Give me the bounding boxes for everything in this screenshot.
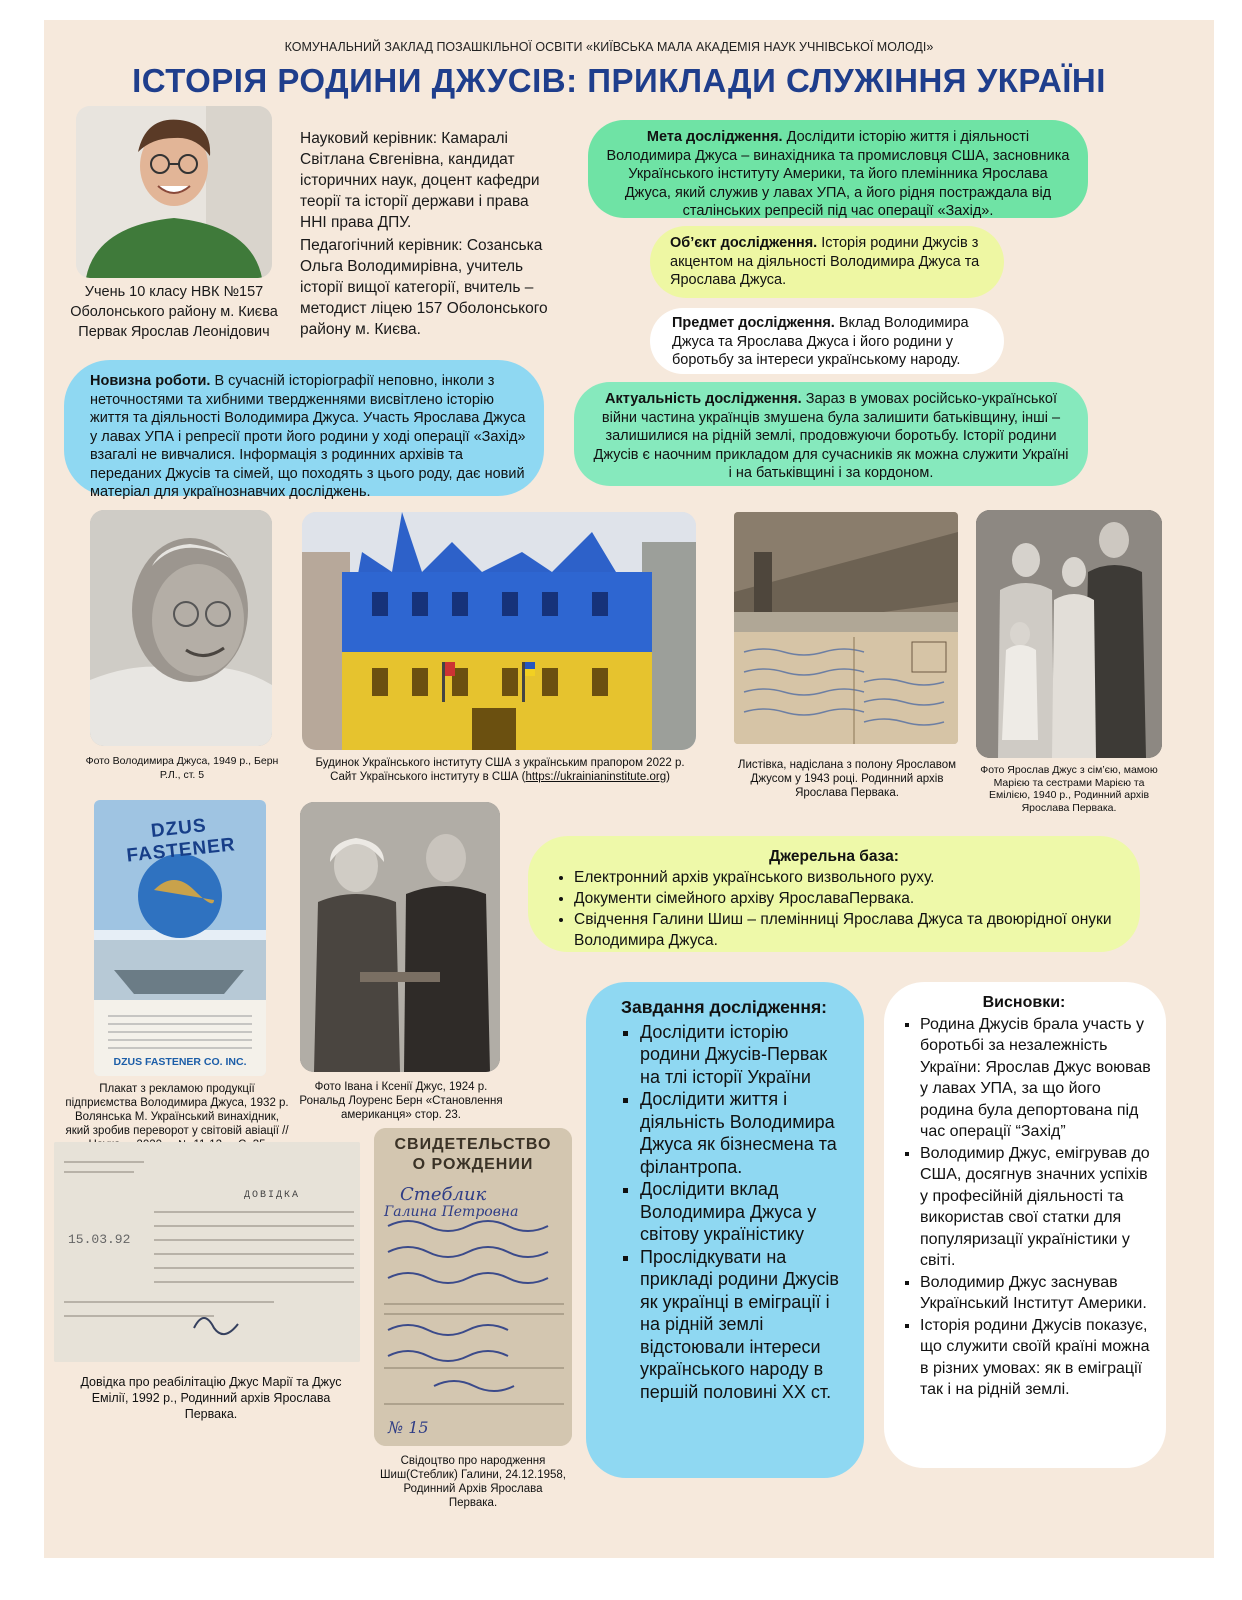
family-photo [976,510,1162,758]
task-item: ▪ Дослідити історію родини Джусів-Первак на тлі історії України [640,1021,844,1089]
org-name: КОМУНАЛЬНИЙ ЗАКЛАД ПОЗАШКІЛЬНОЇ ОСВІТИ «КИЇВСЬКА МАЛА АКАДЕМІЯ НАУК УЧНІВСЬКОЇ МОЛОДІ» [284,40,934,54]
poster [44,20,1214,1558]
student-name: Первак Ярослав Леонідович [78,324,270,340]
relevance-text: Зараз в умовах російсько-української війни частина українців змушена була залишити батьківщину, інші – залишилися на рідній землі, продовжуючи боротьбу. Історії родини Джусів є наочним прикладом для сучасників як можна служити Україні і на батьківщині і за кордоном. [593,391,1069,481]
conclusion-item: ▪ Володимир Джус заснував Український Інститут Америки. [920,1272,1154,1315]
birth-firstname: Галина Петровна [384,1204,519,1220]
goal-label: Мета дослідження. [646,129,783,145]
sources-title: Джерельна база: [769,848,899,865]
institute-caption-line [294,770,706,784]
tasks-bubble [586,982,864,1478]
poster-bottom-text: DZUS FASTENER CO. INC. [113,1056,247,1068]
task-item: ▪ Дослідити життя і діяльність Володимира Джуса як бізнесмена та філантропа. [640,1088,844,1178]
ivan-kseniia-photo [300,802,500,1072]
object-label: Об’єкт дослідження. [670,235,818,251]
birth-title-1: СВИДЕТЕЛЬСТВО [394,1136,552,1153]
student-photo [76,106,272,278]
rehabilitation-document [54,1142,360,1362]
source-item: • Електронний архів українського визвольного руху. [574,867,1120,888]
institute-link[interactable]: https://ukrainianinstitute.org [525,771,667,783]
conclusion-item: ▪ Історія родини Джусів показує, що служити своїй країні можна в різних умовах: як в еміграції так і на рідній землі. [920,1315,1154,1401]
institute-caption [294,756,706,784]
subject-label: Предмет дослідження. [672,315,835,331]
volodymyr-dzus-photo [90,510,272,746]
dzus-fastener-poster [94,800,266,1076]
birth-caption: Свідоцтво про народження Шиш(Стеблик) Галини, 24.12.1958, Родинний Архів Ярослава Первака. [379,1455,567,1509]
subject-bubble [650,308,1004,374]
conclusion-item: ▪ Володимир Джус, емігрував до США, досягнув значних успіхів у професійній діяльності та використав свої статки для популяризації україністики у світі. [920,1143,1154,1272]
ivan-caption: Фото Івана і Ксенії Джус, 1924 р. Рональд Лоуренс Берн «Становлення американця» стор. 23. [299,1081,503,1121]
ukrainian-institute-photo [302,512,696,750]
object-bubble [650,226,1004,298]
institute-caption-end: ) [666,771,670,783]
postcard-caption: Листівка, надіслана з полону Ярославом Джусом у 1943 році. Родинний архів Ярослава Первака. [737,759,957,799]
goal-bubble [588,120,1088,218]
tasks-list [604,1021,844,1404]
goal-text: Дослідити історію життя і діяльності Володимира Джуса – винахідника та промисловця США, засновника Українського інституту Америки, та його племінника Ярослава Джуса, який служив у лавах УПА, а його рідня постраждала від сталінських репресій під час операції «Захід». [606,129,1070,219]
birth-surname: Стеблик [400,1184,487,1205]
family-caption: Фото Ярослав Джус з сім’єю, мамою Марією та сестрами Марією та Емілією, 1940 р., Родинний архів Ярослава Первака. [980,764,1158,814]
supervisors [300,128,558,340]
conclusions-title: Висновки: [982,994,1066,1011]
subject-text: Вклад Володимира Джуса та Ярослава Джуса і його родини у боротьбу за інтереси українському народу. [672,315,969,368]
poster-caption: Плакат з рекламою продукції підприємства Володимира Джуса, 1932 р. Волянська М. Український винахідник, який зробив переворот у світовій авіації // [65,1083,289,1137]
page-title: ІСТОРІЯ РОДИНИ ДЖУСІВ: ПРИКЛАДИ СЛУЖІННЯ УКРАЇНІ [132,62,1106,99]
object-text: Історія родини Джусів з акцентом на діяльності Володимира Джуса та Ярослава Джуса. [670,235,980,288]
novelty-bubble [64,360,544,500]
sources-bubble [528,836,1140,952]
conclusions-bubble [884,982,1166,1468]
institute-caption-text: Сайт Українського інституту в США ( [330,771,526,783]
poster-top-text: DZUS FASTENER [125,815,237,867]
novelty-label: Новизна роботи. [90,373,211,389]
birth-title-2: О РОЖДЕНИИ [412,1156,534,1173]
relevance-bubble [574,382,1088,486]
rehab-caption: Довідка про реабілітацію Джус Марії та Джус Емілії, 1992 р., Родинний архів Ярослава Первака. [80,1375,342,1421]
scientific-supervisor: Науковий керівник: Камаралі Світлана Євгенівна, кандидат історичних наук, доцент кафедри теорії та історії держави і права ННІ права ДПУ. [300,130,540,231]
relevance-label: Актуальність дослідження. [605,391,802,407]
conclusions-list [894,1014,1154,1401]
source-item: • Свідчення Галини Шиш – племінниці Ярослава Джуса та двоюрідної онуки Володимира Джуса. [574,909,1120,951]
task-item: ▪ Дослідити вклад Володимира Джуса у світову україністику [640,1178,844,1246]
pedagogical-supervisor: Педагогічний керівник: Созанська Ольга Володимирівна, учитель історії вищої категорії, вчитель – методист ліцею 157 Оболонського району м. Києва. [300,237,548,338]
postcard-photo [734,512,958,744]
birth-number: № 15 [388,1418,429,1437]
tasks-title: Завдання дослідження: [621,997,827,1017]
birth-certificate [374,1128,572,1446]
student-info [64,282,284,342]
novelty-text: В сучасній історіографії неповно, інколи з неточностями та хибними твердженнями висвітлено історію життя та діяльності Володимира Джуса. Участь Ярослава Джуса у лавах УПА і репресії проти його родини у ході операції «Захід» взагалі не вивчалися. Інформація з родинних архівів та переданих Джусів та сімей, що походять з цього роду, дає новий матеріал для українознавчих досліджень. [90,373,526,500]
rehab-doc-title: ДОВІДКА [244,1190,301,1201]
sources-list [548,867,1120,951]
source-item: • Документи сімейного архіву ЯрославаПервака. [574,888,1120,909]
institute-caption-line: Будинок Українського інституту США з українським прапором 2022 р. [315,757,685,769]
conclusion-item: ▪ Родина Джусів брала участь у боротьбі за незалежність України: Ярослав Джус воював у лавах УПА, за що його родина була депортована під час операції “Захід” [920,1014,1154,1143]
vdzus-caption: Фото Володимира Джуса, 1949 р., Берн Р.Л., ст. 5 [85,755,279,781]
student-line: Учень 10 класу НВК №157 [84,284,264,300]
student-line: Оболонського району м. Києва [70,304,278,320]
rehab-doc-date: 15.03.92 [68,1232,131,1247]
task-item: ▪ Прослідкувати на прикладі родини Джусів як українці в еміграції і на рідній землі відстоювали інтереси українського народу в першій половині ХХ ст. [640,1246,844,1404]
